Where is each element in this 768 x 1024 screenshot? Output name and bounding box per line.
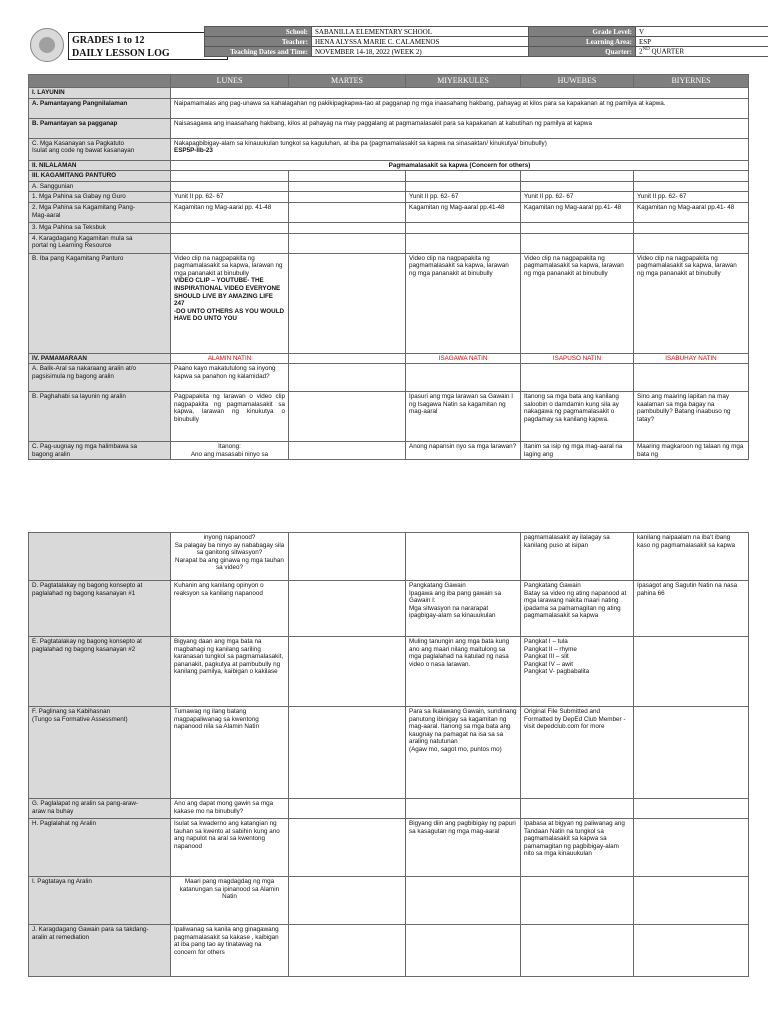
f-monday: Tumawag ng ilang batang magpapaliwanag sa kwentong napanood nila sa Alamin Natin bbox=[171, 707, 289, 799]
pag-uugnay-thursday: Itanim sa isip ng mga mag-aaral na laging ang bbox=[521, 442, 634, 460]
row-label-c: C. Mga Kasanayan sa Pagkatuto Isulat ang code ng bawat kasanayan bbox=[29, 138, 171, 160]
dates-label: Teaching Dates and Time: bbox=[205, 47, 312, 57]
quarter-value bbox=[636, 47, 768, 57]
empty-cell bbox=[289, 925, 406, 977]
empty-cell bbox=[406, 364, 521, 392]
empty-cell bbox=[406, 233, 521, 253]
section-kagamitan: III. KAGAMITANG PANTURO bbox=[29, 171, 171, 182]
pag-uugnay-wednesday: Anong napansin nyo sa mga larawan? bbox=[406, 442, 521, 460]
row-label-balik-aral: A. Balik-Aral sa nakaraang aralin at/o pagsisimula ng bagong aralin bbox=[29, 364, 171, 392]
empty-cell bbox=[406, 925, 521, 977]
empty-cell bbox=[289, 364, 406, 392]
g-monday: Ano ang dapat mong gawin sa mga kakase mo na binubully? bbox=[171, 799, 289, 819]
stage-friday: ISABUHAY NATIN bbox=[634, 353, 749, 364]
grade-value: V bbox=[636, 27, 768, 37]
quarter-word: QUARTER bbox=[649, 47, 685, 56]
section-layunin: I. LAYUNIN bbox=[29, 88, 171, 99]
e-thursday: Pangkat I – tula Pangkat II – rhyme Pangkat III – slit Pangkat IV – awit Pangkat V- pagbabalita bbox=[521, 637, 634, 707]
empty-cell bbox=[634, 819, 749, 877]
empty-cell bbox=[289, 253, 406, 353]
grade-label: Grade Level: bbox=[529, 27, 636, 37]
row-label-pag-uugnay: C. Pag-uugnay ng mga halimbawa sa bagong aralin bbox=[29, 442, 171, 460]
e-monday: Bigyang daan ang mga bata na magbahagi ng kanilang sariling karanasan tungkol sa pagmamalasakit, pananakit, pagkutya at pambubully ng kanilang pamilya, kaibigan o kakilase bbox=[171, 637, 289, 707]
page-1 bbox=[0, 0, 768, 468]
empty-cell bbox=[289, 442, 406, 460]
empty-cell bbox=[171, 171, 289, 182]
f-wednesday: Para sa Ikalawang Gawain, sundinang panutong ibinigay sa kagamitan ng mag-aaral. Itanong sa mga bata ang kaugnay na pamagat na isa sa sa araling natutunan (Agaw mo, sagot mo, puntos mo) bbox=[406, 707, 521, 799]
row-label-iba-pang-kagamitan: B. Iba pang Kagamitang Panturo bbox=[29, 253, 171, 353]
row-label-e: E. Pagtatalakay ng bagong konsepto at paglalahad ng bagong kasanayan #2 bbox=[29, 637, 171, 707]
d-thursday: Pangkatang Gawain Batay sa video ng ating napanood at mga larawang nakita maari nating ipadama sa pamamagitan ng ating pagmamalasakit sa kapwa bbox=[521, 581, 634, 637]
empty-cell bbox=[406, 181, 521, 192]
stage-thursday: ISAPUSO NATIN bbox=[521, 353, 634, 364]
empty-cell bbox=[289, 637, 406, 707]
row-label-paghahabi: B. Paghahabi sa layunin ng aralin bbox=[29, 392, 171, 442]
pag-uugnay-monday: Itanong: Ano ang masasabi ninyo sa bbox=[171, 442, 289, 460]
empty-cell bbox=[634, 925, 749, 977]
continued-label bbox=[29, 533, 171, 581]
day-header-thursday: HUWEBES bbox=[521, 75, 634, 88]
day-header-friday: BIYERNES bbox=[634, 75, 749, 88]
h-monday: Isulat sa kwaderno ang katangian ng tauhan sa kwento at sabihin kung ano ang napulot na aral sa kwentong napanood bbox=[171, 819, 289, 877]
empty-cell bbox=[289, 222, 406, 233]
iba-wednesday: Video clip na nagpapakita ng pagmamalasakit sa kapwa, larawan ng mga pananakit at binubully bbox=[406, 253, 521, 353]
empty-cell bbox=[634, 707, 749, 799]
h-wednesday: Bigyang diin ang pagbibigay ng papuri sa kasagutan ng mga mag-aaral bbox=[406, 819, 521, 877]
i-monday: Maari pang magdagdag ng mga katanungan sa ipinanood sa Alamin Natin bbox=[171, 877, 289, 925]
empty-cell bbox=[406, 171, 521, 182]
iba-monday-video: VIDEO CLIP – YOUTUBE- THE INSPIRATIONAL VIDEO EVERYONE SHOULD LIVE BY AMAZING LIFE 247 -DO UNTO OTHERS AS YOU WOULD HAVE DO UNTO YOU bbox=[174, 277, 285, 323]
empty-cell bbox=[289, 799, 406, 819]
empty-cell bbox=[171, 222, 289, 233]
empty-cell bbox=[171, 88, 749, 99]
lesson-log-table-page-2 bbox=[28, 532, 749, 977]
row-c-code: ESP5P-IIb-23 bbox=[174, 147, 213, 155]
quarter-label: Quarter: bbox=[529, 47, 636, 57]
d-monday: Kuhanin ang kanilang opinyon o reaksyon sa kanilang napanood bbox=[171, 581, 289, 637]
empty-cell bbox=[634, 171, 749, 182]
stage-wednesday: ISAGAWA NATIN bbox=[406, 353, 521, 364]
iba-monday-text: Video clip na nagpapakita ng pagmamalasakit sa kapwa, larawan ng mga pananakit at binubully bbox=[174, 254, 283, 277]
row-label-g: G. Paglalapat ng aralin sa pang-araw- araw na buhay bbox=[29, 799, 171, 819]
empty-cell bbox=[406, 222, 521, 233]
e-wednesday: Muling tanungin ang mga bata kung ano ang maari nilang maitulong sa mga paglalahad na katulad ng nasa video o nasa larawan. bbox=[406, 637, 521, 707]
paghahabi-wednesday: Ipasuri ang mga larawan sa Gawain I ng Isagawa Natin sa kagamitan ng mag-aaral bbox=[406, 392, 521, 442]
empty-cell bbox=[521, 233, 634, 253]
quarter-suffix: ND bbox=[642, 47, 650, 53]
d-wednesday: Pangkatang Gawain Ipagawa ang iba pang gawain sa Gawain I: Mga sitwasyon na nararapat ipagbigay-alam sa kinauukulan bbox=[406, 581, 521, 637]
page-2 bbox=[0, 530, 768, 1024]
dates-value: NOVEMBER 14-18, 2022 (WEEK 2) bbox=[312, 47, 529, 57]
paghahabi-friday: Sino ang maaring lapitan na may kaalaman sa mga bagay na pambubully? Batang inaabuso ng tatay? bbox=[634, 392, 749, 442]
row-c-cell bbox=[171, 138, 749, 160]
empty-cell bbox=[289, 233, 406, 253]
stage-monday: ALAMIN NATIN bbox=[171, 353, 289, 364]
row-label-j: J. Karagdagang Gawain para sa takdang- aralin at remediation bbox=[29, 925, 171, 977]
empty-cell bbox=[521, 799, 634, 819]
f-thursday: Original File Submitted and Formatted by DepEd Club Member - visit depedclub.com for more bbox=[521, 707, 634, 799]
row-label-h: H. Paglalahat ng Aralin bbox=[29, 819, 171, 877]
empty-cell bbox=[634, 233, 749, 253]
empty-cell bbox=[289, 707, 406, 799]
empty-cell bbox=[289, 392, 406, 442]
day-header-wednesday: MIYERKULES bbox=[406, 75, 521, 88]
row-label-f: F. Paglinang sa Kabihasnan (Tungo sa Formative Assessment) bbox=[29, 707, 171, 799]
d-friday: Ipasagot ang Sagutin Natin na nasa pahina 66 bbox=[634, 581, 749, 637]
empty-cell bbox=[521, 222, 634, 233]
paghahabi-monday: Pagpapakita ng larawan o video clip nagpapakita ng pagmamalasakit sa kapwa, larawan ng kinukutya o binubully bbox=[171, 392, 289, 442]
area-label: Learning Area: bbox=[529, 37, 636, 47]
continued-thursday: pagmamalasakit ay ilalagay sa kanilang puso at isipan bbox=[521, 533, 634, 581]
mag-aaral-friday: Kagamitan ng Mag-aaral pp.41- 48 bbox=[634, 202, 749, 222]
empty-cell bbox=[406, 533, 521, 581]
title-line-1: GRADES 1 to 12 bbox=[72, 35, 145, 46]
continued-friday: kanilang naipaalam na iba't ibang kaso ng pagmamalasakit sa kapwa bbox=[634, 533, 749, 581]
row-label-teksbuk: 3. Mga Pahina sa Teksbuk bbox=[29, 222, 171, 233]
guro-thursday: Yunit II pp. 62- 67 bbox=[521, 192, 634, 203]
row-label-guro: 1. Mga Pahina sa Gabay ng Guro bbox=[29, 192, 171, 203]
empty-cell bbox=[289, 171, 406, 182]
empty-cell bbox=[521, 925, 634, 977]
empty-cell bbox=[406, 877, 521, 925]
school-value: SABANILLA ELEMENTARY SCHOOL bbox=[312, 27, 529, 37]
row-a-text: Naipamamalas ang pag-unawa sa kahalagahan ng pakikipagkapwa-tao at pagganap ng mga inaasahang hakbang, pahayag at kilos para sa kapakanan at ng pamilya at kapwa. bbox=[171, 98, 749, 118]
empty-cell bbox=[289, 819, 406, 877]
j-monday: Ipaliwanag sa kanila ang ginagawang pagmamalasakit sa kakase , kaibigan at iba pang tao ay tinatawag na concern for others bbox=[171, 925, 289, 977]
empty-cell bbox=[521, 364, 634, 392]
header-info-table bbox=[204, 26, 768, 57]
lesson-log-table-page-1 bbox=[28, 74, 749, 460]
section-pamamaraan: IV. PAMAMARAAN bbox=[29, 353, 171, 364]
teacher-value: HENA ALYSSA MARIE C. CALAMENOS bbox=[312, 37, 529, 47]
empty-cell bbox=[289, 533, 406, 581]
guro-friday: Yunit II pp. 62- 67 bbox=[634, 192, 749, 203]
row-label-d: D. Pagtatalakay ng bagong konsepto at paglalahad ng bagong kasanayan #1 bbox=[29, 581, 171, 637]
mag-aaral-tuesday bbox=[289, 202, 406, 222]
empty-cell bbox=[171, 233, 289, 253]
empty-cell bbox=[634, 637, 749, 707]
continued-monday: inyong napanood? Sa palagay ba ninyo ay nababagay sila sa ganitong sitwasyon? Narapat ba ang ginawa ng mga tauhan sa video? bbox=[171, 533, 289, 581]
empty-cell bbox=[634, 799, 749, 819]
empty-cell bbox=[634, 181, 749, 192]
mag-aaral-thursday: Kagamitan ng Mag-aaral pp.41- 48 bbox=[521, 202, 634, 222]
h-thursday: Ipabasa at bigyan ng paliwanag ang Tandaan Natin na tungkol sa pagmamalasakit sa kapwa sa pamamagitan ng pagbibigay-alam nito sa mga kinauukulan bbox=[521, 819, 634, 877]
empty-cell bbox=[521, 171, 634, 182]
area-value: ESP bbox=[636, 37, 768, 47]
mag-aaral-monday: Kagamitan ng Mag-aaral pp. 41-48 bbox=[171, 202, 289, 222]
guro-wednesday: Yunit II pp. 62- 67 bbox=[406, 192, 521, 203]
pag-uugnay-friday: Maaring magkaroon ng talaan ng mga bata ng bbox=[634, 442, 749, 460]
corner-header bbox=[29, 75, 171, 88]
mag-aaral-wednesday: Kagamitan ng Mag-aaral pp.41-48 bbox=[406, 202, 521, 222]
row-label-sanggunian: A. Sanggunian bbox=[29, 181, 171, 192]
row-label-mag-aaral: 2. Mga Pahina sa Kagamitang Pang- Mag-aaral bbox=[29, 202, 171, 222]
row-b-text: Naisasagawa ang inaasahang hakbang, kilos at pahayag na may paggalang at pagmamalasakit para sa kapakanan at kabutihan ng pamilya at kapwa bbox=[171, 118, 749, 138]
quarter-number: 2 bbox=[639, 47, 643, 56]
day-header-monday: LUNES bbox=[171, 75, 289, 88]
empty-cell bbox=[634, 222, 749, 233]
row-label-portal: 4. Karagdagang Kagamitan mula sa portal ng Learning Resource bbox=[29, 233, 171, 253]
guro-monday: Yunit II pp. 62- 67 bbox=[171, 192, 289, 203]
deped-seal-icon bbox=[30, 28, 64, 62]
row-label-a: A. Pamantayang Pangnilalaman bbox=[29, 98, 171, 118]
paghahabi-thursday: Itanong sa mga bata ang kanilang saloobin o damdamin kung sila ay nakagawa ng pagmamalasakit o pagdamay sa kanilang kapwa. bbox=[521, 392, 634, 442]
empty-cell bbox=[634, 364, 749, 392]
header bbox=[28, 26, 748, 66]
section-nilalaman: II. NILALAMAN bbox=[29, 160, 171, 171]
empty-cell bbox=[521, 181, 634, 192]
row-label-b: B. Pamantayan sa pagganap bbox=[29, 118, 171, 138]
iba-monday bbox=[171, 253, 289, 353]
empty-cell bbox=[289, 581, 406, 637]
nilalaman-text: Pagmamalasakit sa kapwa (Concern for others) bbox=[171, 160, 749, 171]
empty-cell bbox=[521, 877, 634, 925]
empty-cell bbox=[406, 799, 521, 819]
balik-aral-monday: Paano kayo makatutulong sa inyong kapwa sa panahon ng kalamidad? bbox=[171, 364, 289, 392]
title-line-2: DAILY LESSON LOG bbox=[72, 48, 170, 59]
day-header-tuesday: MARTES bbox=[289, 75, 406, 88]
empty-cell bbox=[171, 181, 289, 192]
teacher-label: Teacher: bbox=[205, 37, 312, 47]
iba-thursday: Video clip na nagpapakita ng pagmamalasakit sa kapwa, larawan ng mga pananakit at binubully bbox=[521, 253, 634, 353]
row-c-text: Nakapagbibigay-alam sa kinauukulan tungkol sa kaguluhan, at iba pa (pagmamalasakit sa kapwa na sinasaktan/ kinukutya/ binubully) bbox=[174, 139, 547, 147]
stage-tuesday bbox=[289, 353, 406, 364]
school-label: School: bbox=[205, 27, 312, 37]
iba-friday: Video clip na nagpapakita ng pagmamalasakit sa kapwa, larawan ng mga pananakit at binubully bbox=[634, 253, 749, 353]
guro-tuesday bbox=[289, 192, 406, 203]
row-label-i: I. Pagtataya ng Aralin bbox=[29, 877, 171, 925]
empty-cell bbox=[289, 877, 406, 925]
empty-cell bbox=[289, 181, 406, 192]
empty-cell bbox=[634, 877, 749, 925]
